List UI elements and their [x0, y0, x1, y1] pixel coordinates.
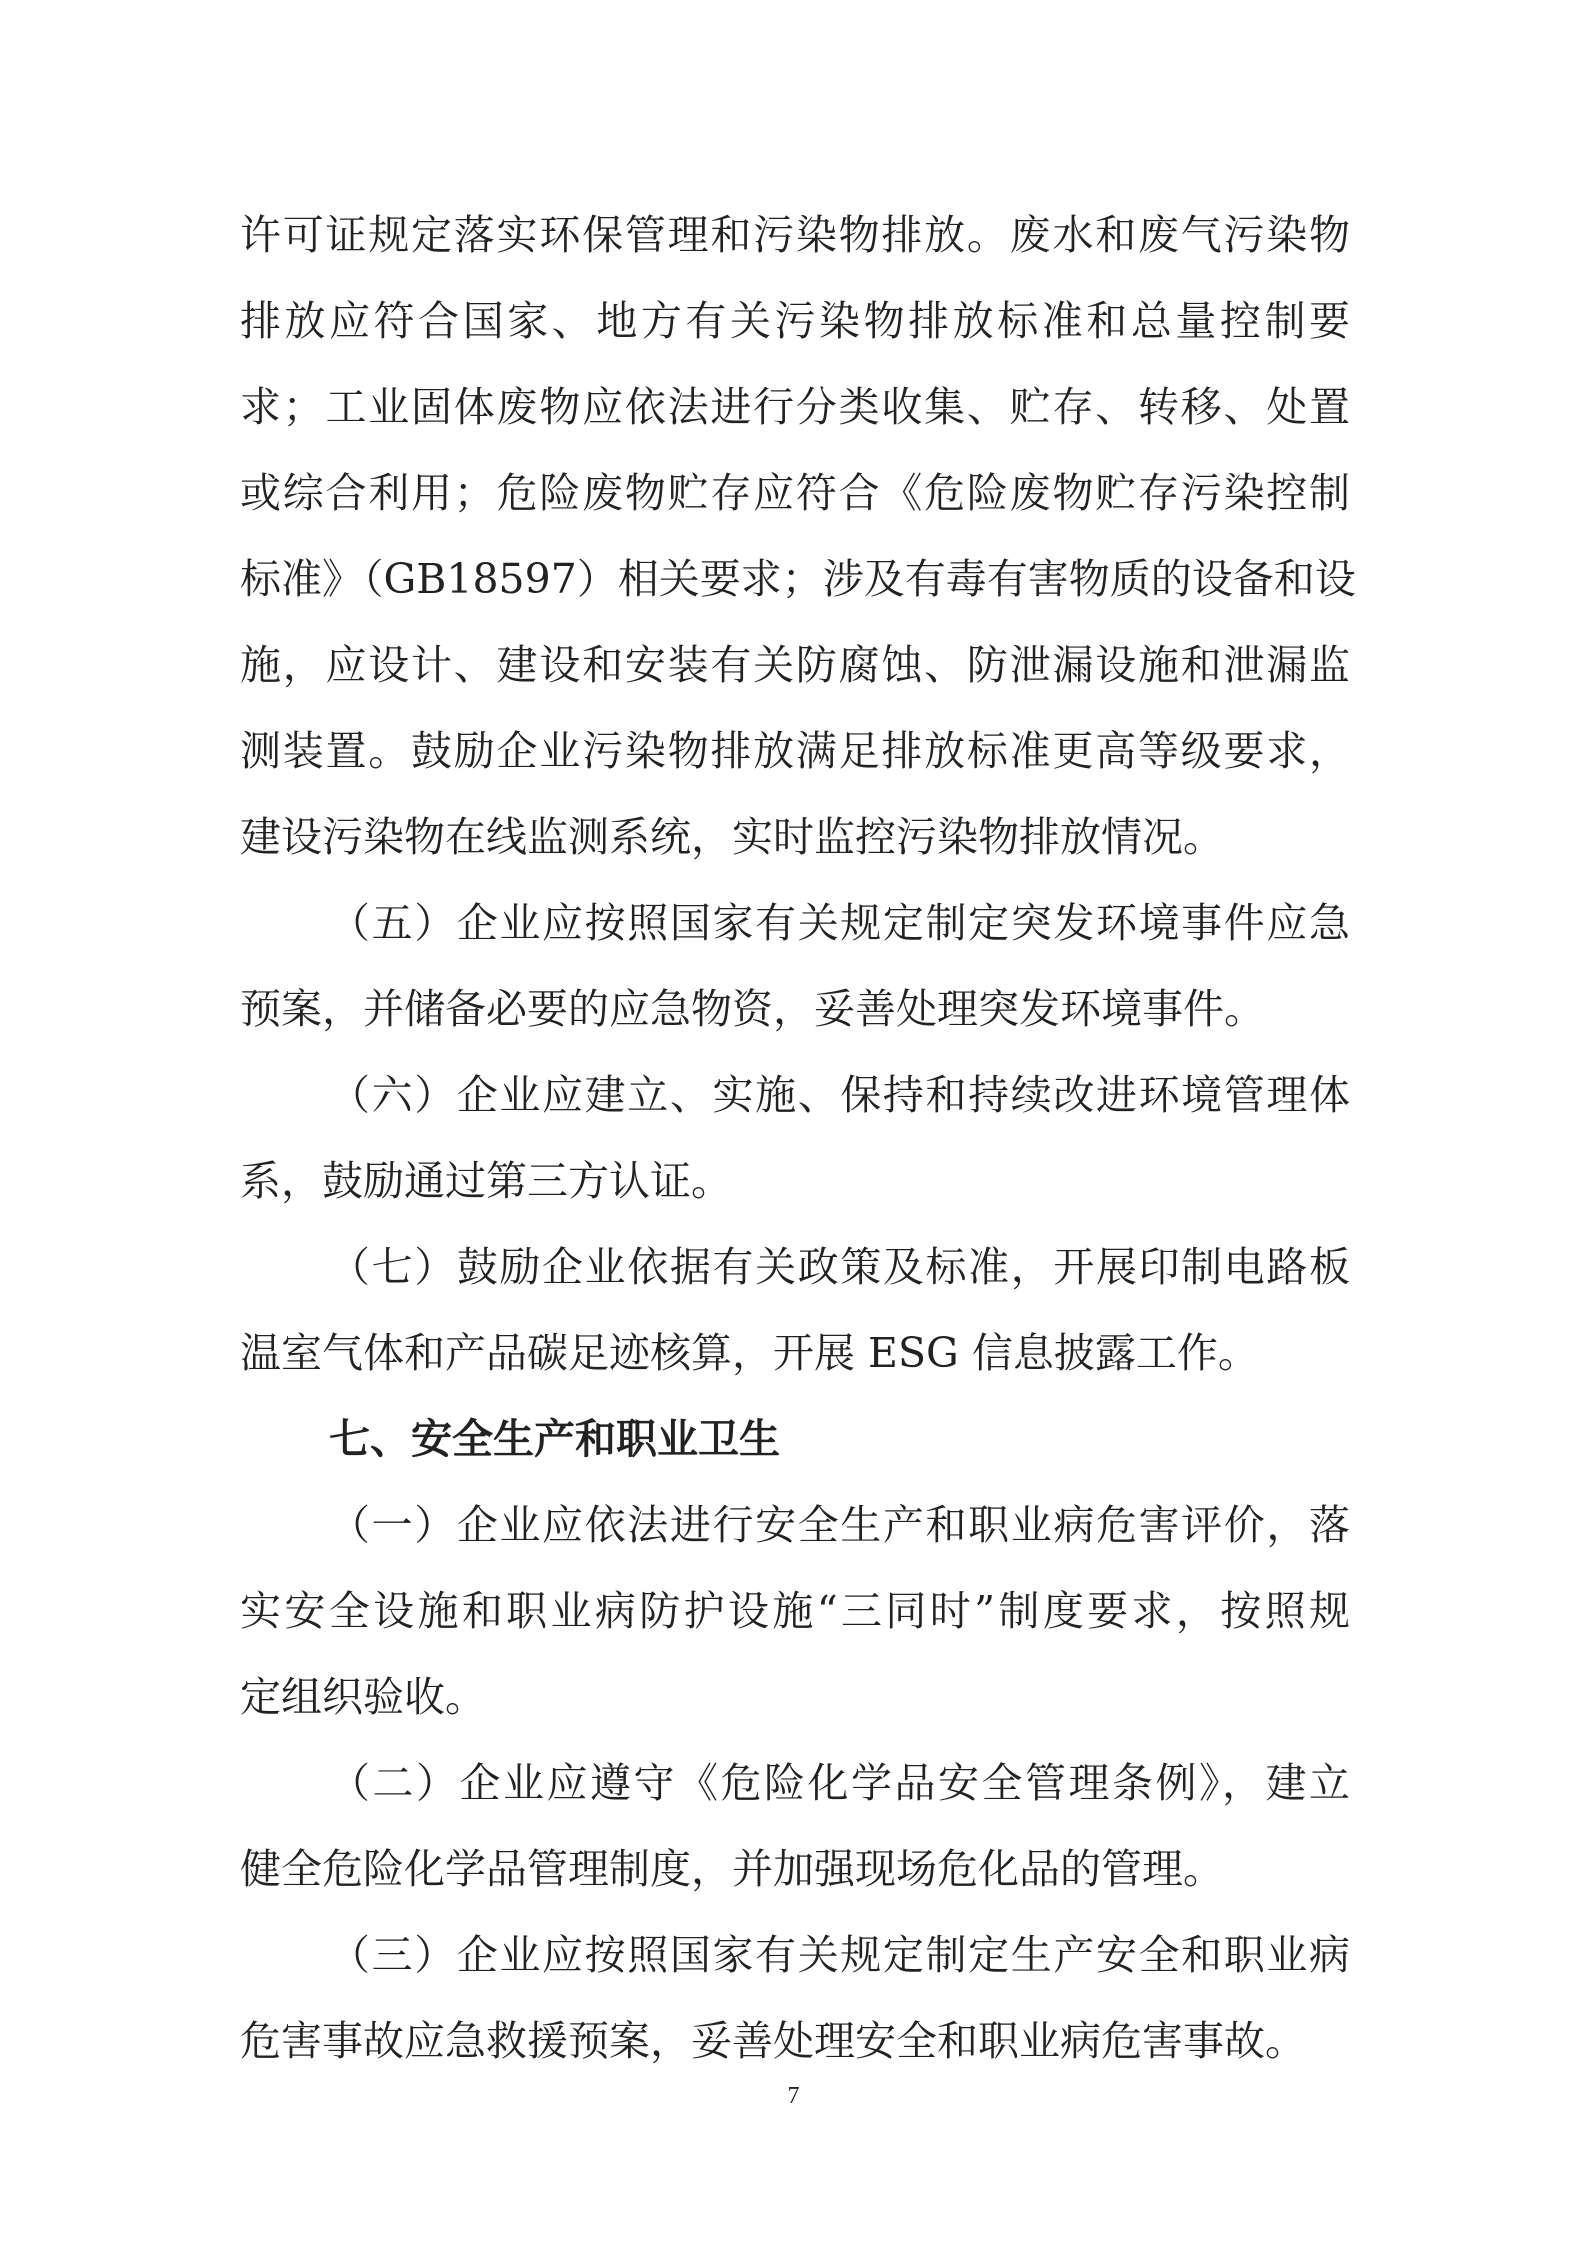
paragraph-line: 预案，并储备必要的应急物资，妥善处理突发环境事件。: [240, 985, 1265, 1033]
paragraph-line: （三）企业应按照国家有关规定制定生产安全和职业病: [329, 1931, 1350, 1979]
paragraph-line: （七）鼓励企业依据有关政策及标准，开展印制电路板: [329, 1243, 1350, 1291]
paragraph-line: 标准》（GB18597）相关要求；涉及有毒有害物质的设备和设: [240, 555, 1356, 603]
paragraph-line: （二）企业应遵守《危险化学品安全管理条例》，建立: [329, 1759, 1350, 1807]
paragraph-line: （五）企业应按照国家有关规定制定突发环境事件应急: [329, 899, 1350, 947]
paragraph-line: 定组织验收。: [240, 1673, 486, 1721]
page-number: 7: [787, 2083, 800, 2109]
section-heading: 七、安全生产和职业卫生: [329, 1415, 780, 1463]
paragraph-line: 建设污染物在线监测系统，实时监控污染物排放情况。: [240, 813, 1224, 861]
paragraph-line: 系，鼓励通过第三方认证。: [240, 1157, 732, 1205]
paragraph-line: 危害事故应急救援预案，妥善处理安全和职业病危害事故。: [240, 2017, 1306, 2065]
paragraph-line: 健全危险化学品管理制度，并加强现场危化品的管理。: [240, 1845, 1224, 1893]
paragraph-line: 施，应设计、建设和安装有关防腐蚀、防泄漏设施和泄漏监: [240, 641, 1350, 689]
paragraph-line: 许可证规定落实环保管理和污染物排放。废水和废气污染物: [240, 211, 1350, 259]
paragraph-line: 求；工业固体废物应依法进行分类收集、贮存、转移、处置: [240, 383, 1350, 431]
paragraph-line: 或综合利用；危险废物贮存应符合《危险废物贮存污染控制: [240, 469, 1350, 517]
paragraph-line: 排放应符合国家、地方有关污染物排放标准和总量控制要: [240, 297, 1350, 345]
paragraph-line: 测装置。鼓励企业污染物排放满足排放标准更高等级要求，: [240, 727, 1350, 775]
paragraph-line: （一）企业应依法进行安全生产和职业病危害评价，落: [329, 1501, 1350, 1549]
paragraph-line: （六）企业应建立、实施、保持和持续改进环境管理体: [329, 1071, 1350, 1119]
paragraph-line: 实安全设施和职业病防护设施“三同时”制度要求，按照规: [240, 1587, 1350, 1635]
paragraph-line: 温室气体和产品碳足迹核算，开展 ESG 信息披露工作。: [240, 1329, 1259, 1377]
